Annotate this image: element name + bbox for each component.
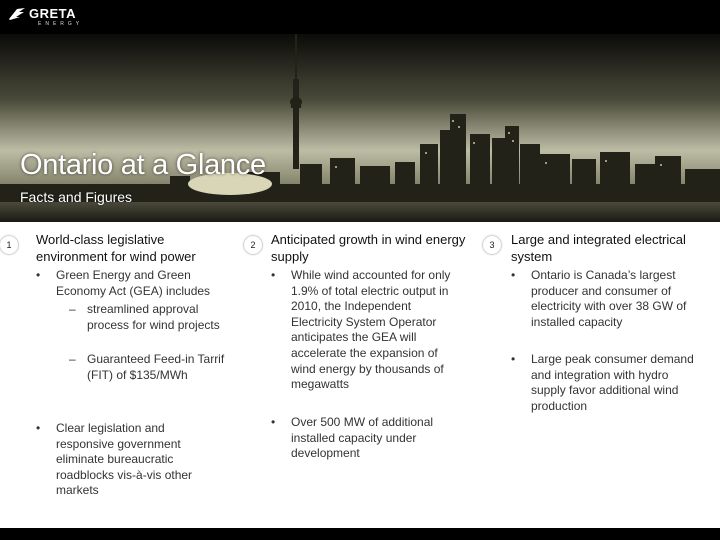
column-heading: Anticipated growth in wind energy supply (271, 232, 466, 264)
bullet-icon: • (271, 268, 276, 282)
sub-bullet-text: streamlined approval process for wind projects (87, 302, 220, 332)
page-subtitle: Facts and Figures (20, 189, 133, 205)
logo-name: GRETA (29, 6, 77, 21)
top-bar (0, 0, 720, 34)
sub-bullet-item (69, 302, 229, 350)
bullet-icon: • (36, 421, 41, 435)
column-number-badge: 3 (483, 236, 501, 254)
column-2 (240, 222, 476, 528)
bullet-item (271, 415, 471, 463)
bottom-bar (0, 528, 720, 540)
content-area (0, 222, 720, 528)
column-number-badge: 1 (0, 236, 18, 254)
bullet-item (36, 268, 232, 302)
sub-bullet-text: Guaranteed Feed-in Tarrif (FIT) of $135/MWh (87, 352, 225, 382)
column-heading: World-class legislative environment for wind power (36, 232, 196, 264)
dash-icon: – (69, 302, 76, 316)
column-1 (0, 222, 236, 528)
bullet-text: Ontario is Canada’s largest producer and consumer of electricity with over 38 GW of installed capacity (531, 268, 687, 329)
logo-wing-icon (8, 7, 26, 21)
sub-bullet-item (69, 352, 229, 400)
logo-subtitle: ENERGY (38, 21, 84, 27)
bullet-icon: • (511, 352, 516, 366)
bullet-text: Large peak consumer demand and integration with hydro supply favor additional wind production (531, 352, 694, 413)
bullet-text: Green Energy and Green Economy Act (GEA) includes (56, 268, 211, 298)
hero-banner (0, 34, 720, 222)
column-number-badge: 2 (244, 236, 262, 254)
dash-icon: – (69, 352, 76, 366)
greta-energy-logo (8, 5, 88, 29)
bullet-text: Over 500 MW of additional installed capacity under development (291, 415, 434, 461)
bullet-item (511, 268, 711, 332)
bullet-icon: • (511, 268, 516, 282)
bullet-icon: • (36, 268, 41, 282)
bullet-text: While wind accounted for only 1.9% of total electric output in 2010, the Independent Electricity System Operator anticipates the GEA will accelerate the expansion of wind energy by thousands of megawatts (291, 268, 451, 392)
bullet-item (271, 268, 471, 394)
page-title: Ontario at a Glance (20, 149, 266, 181)
column-3 (480, 222, 716, 528)
bullet-item (511, 352, 711, 416)
bullet-item (36, 421, 232, 501)
column-heading: Large and integrated electrical system (511, 232, 686, 264)
bullet-icon: • (271, 415, 276, 429)
bullet-text: Clear legislation and responsive government eliminate bureaucratic roadblocks vis-à-vis other markets (56, 421, 193, 498)
